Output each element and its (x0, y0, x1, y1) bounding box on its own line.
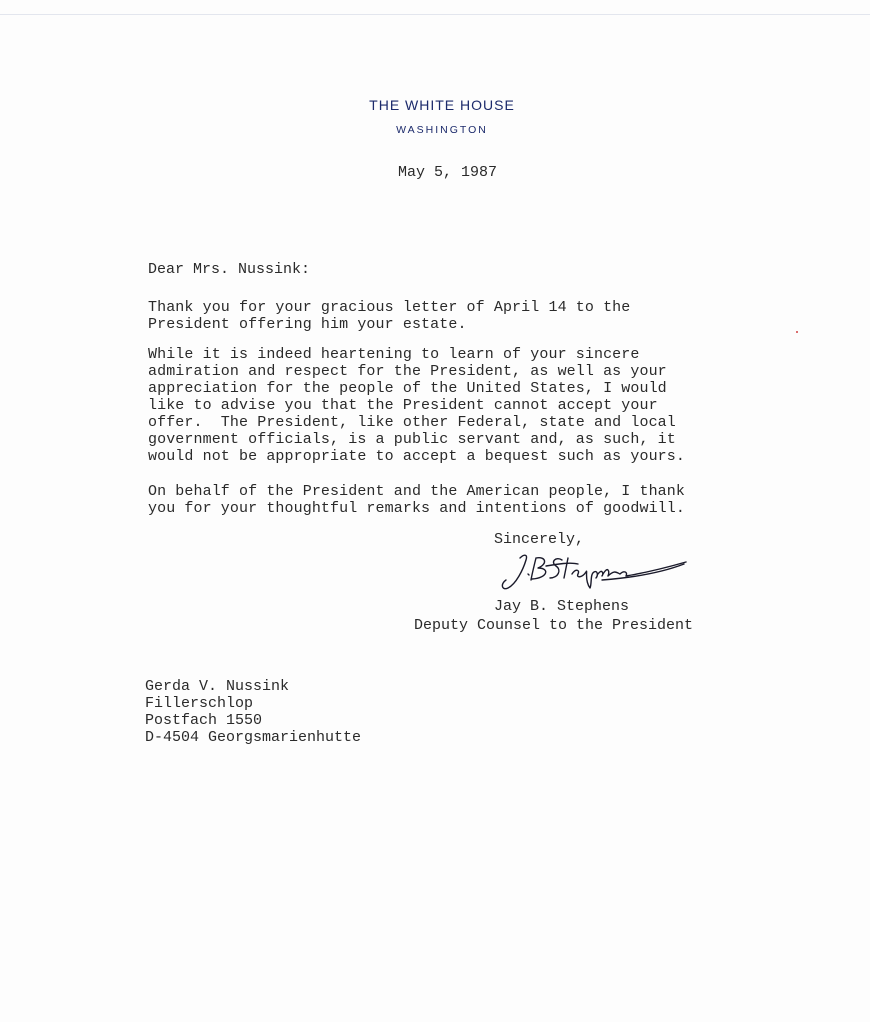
recipient-address-line: Gerda V. Nussink (145, 678, 290, 695)
letterhead-title: THE WHITE HOUSE (369, 97, 515, 113)
letterhead-subtitle: WASHINGTON (396, 124, 488, 136)
letter-date: May 5, 1987 (398, 164, 498, 181)
recipient-address-line: D-4504 Georgsmarienhutte (145, 729, 362, 746)
salutation: Dear Mrs. Nussink: (148, 261, 311, 278)
body-paragraph-1: Thank you for your gracious letter of April 14 to the President offering him your estate. (148, 299, 631, 333)
body-paragraph-2: While it is indeed heartening to learn of your sincere admiration and respect for the President, as well as your appreciation for the people of the United States, I would like to advise you that the President cannot accept your offer. The President, like other Federal, state and local government officials, is a public servant and, as such, it would not be appropriate to accept a bequest such as yours. (148, 346, 685, 465)
closing: Sincerely, (494, 531, 585, 548)
signer-name: Jay B. Stephens (494, 598, 630, 615)
signer-title: Deputy Counsel to the President (414, 617, 694, 634)
recipient-address-line: Fillerschlop (145, 695, 254, 712)
body-paragraph-3: On behalf of the President and the American people, I thank you for your thoughtful remarks and intentions of goodwill. (148, 483, 685, 517)
paper-speck (796, 331, 798, 333)
recipient-address-line: Postfach 1550 (145, 712, 263, 729)
handwritten-signature (498, 544, 690, 594)
paper-edge-line (0, 14, 870, 15)
